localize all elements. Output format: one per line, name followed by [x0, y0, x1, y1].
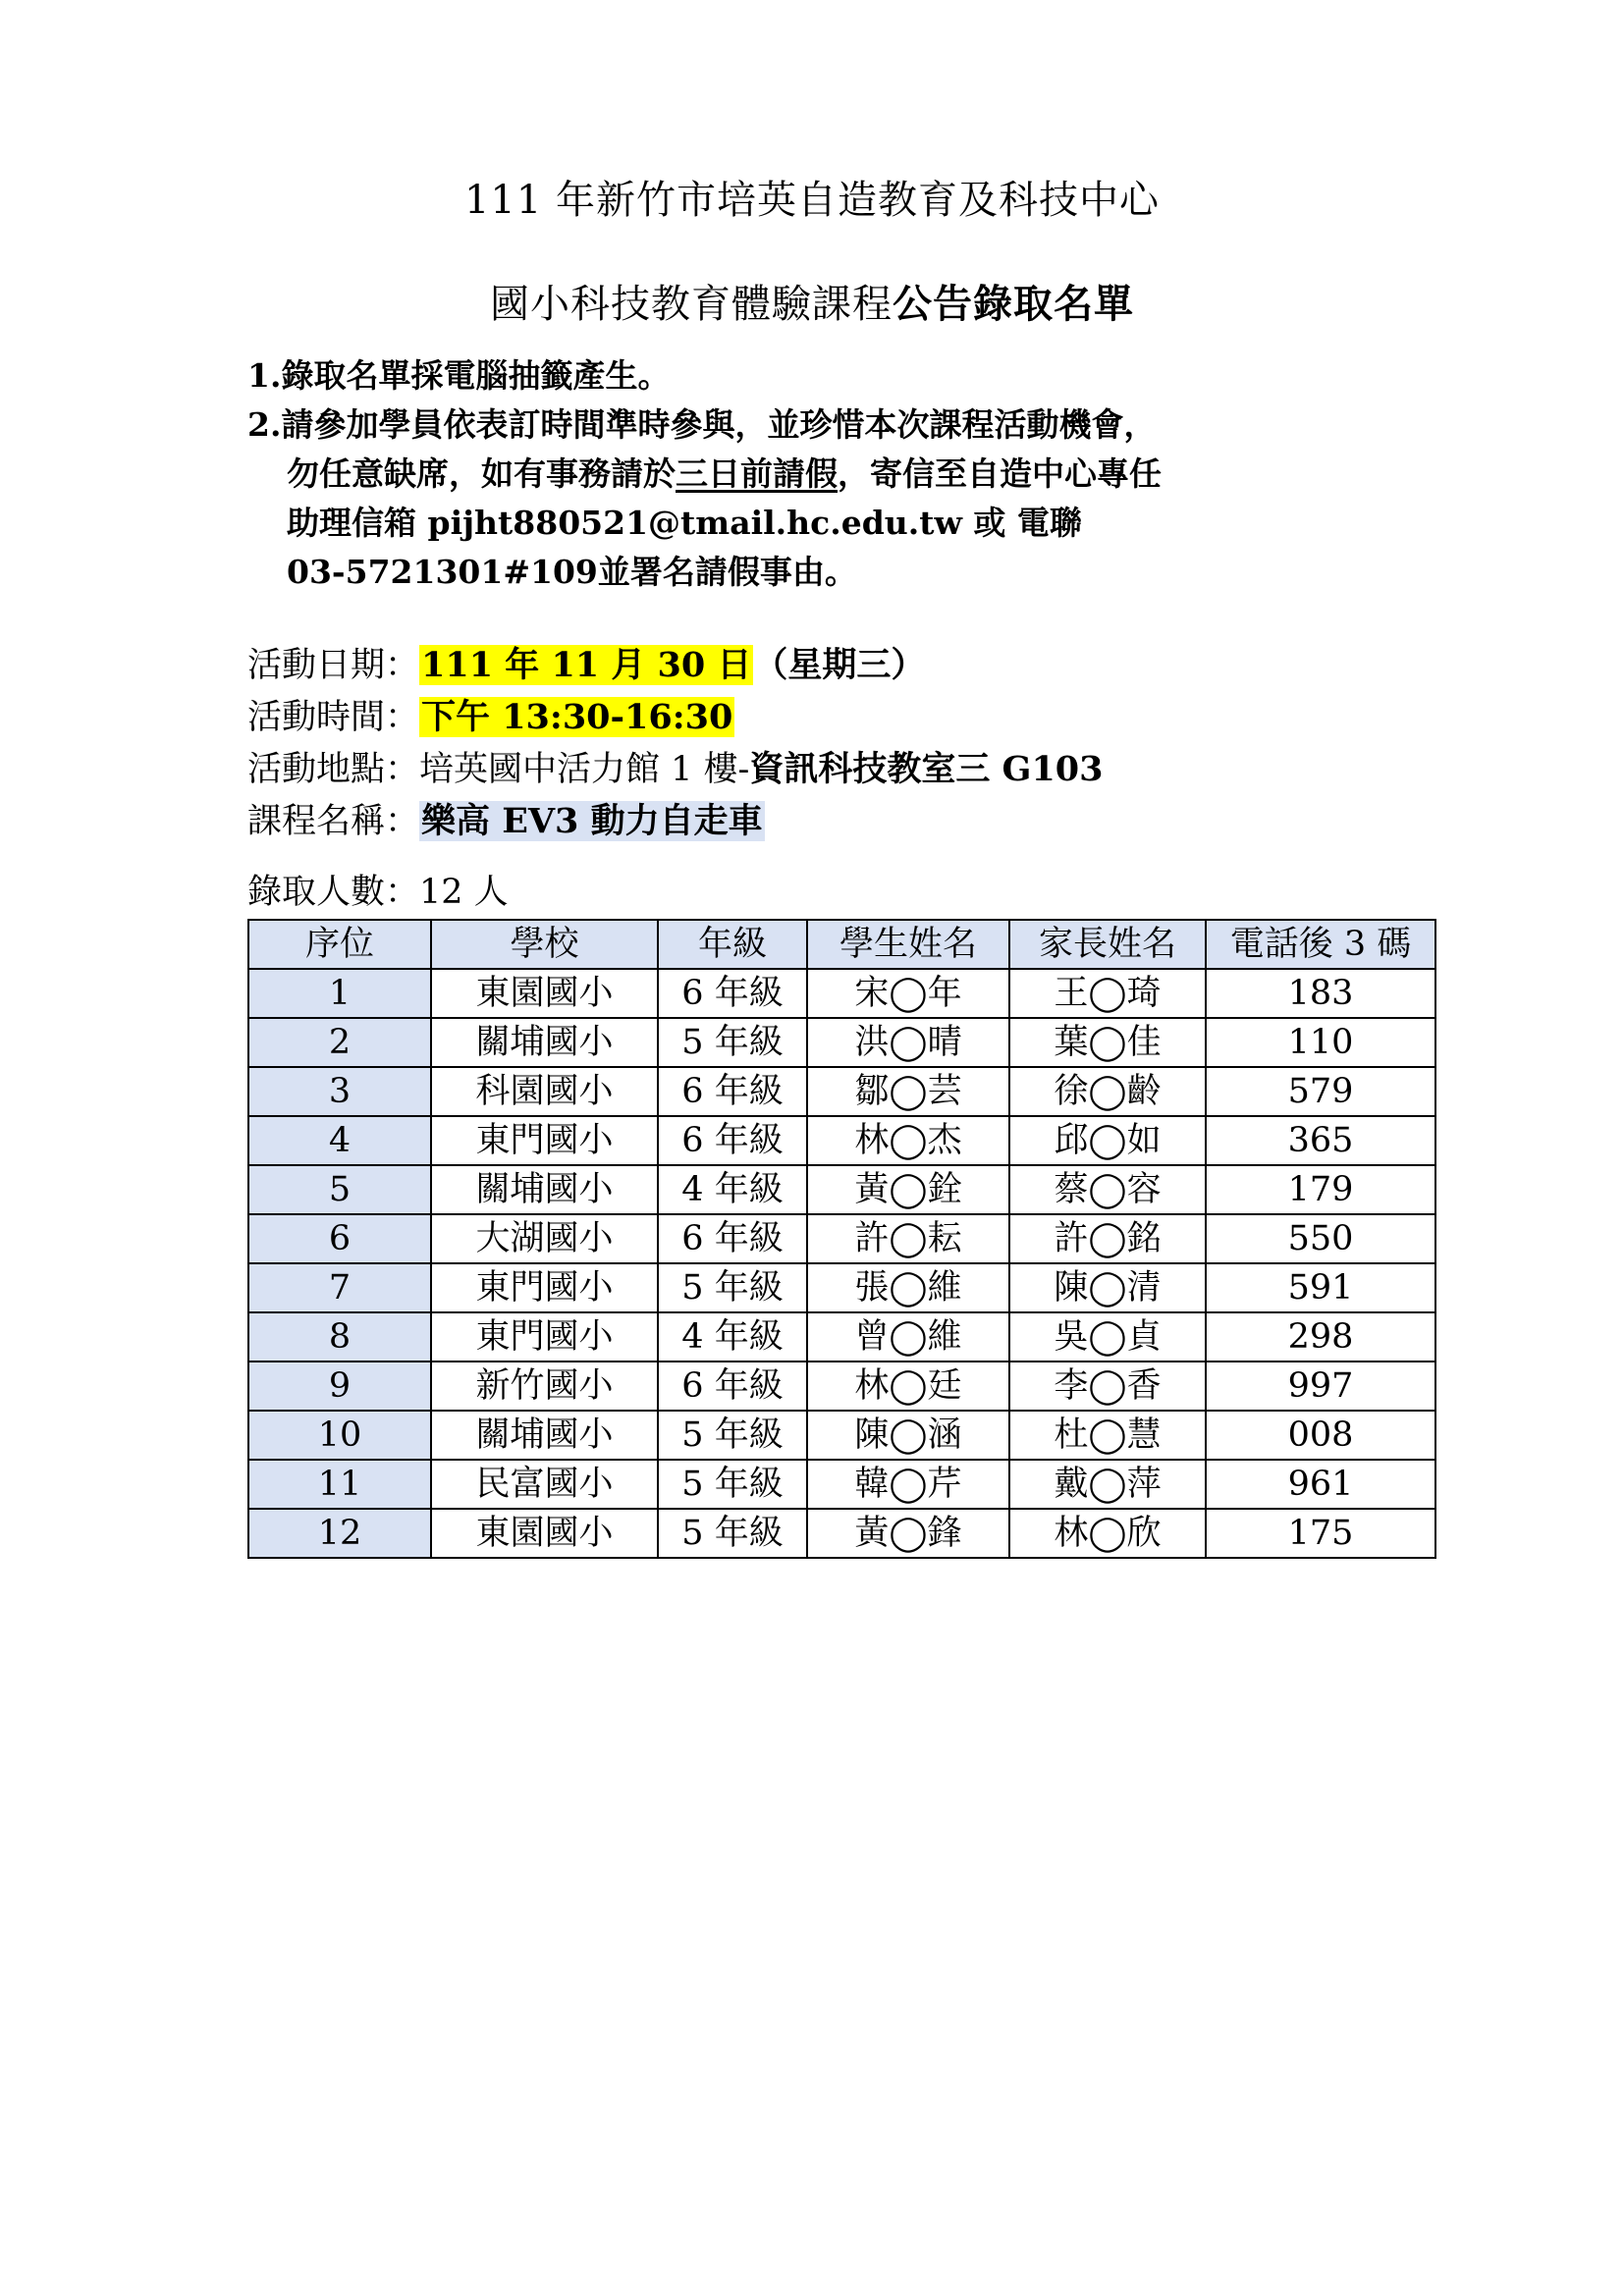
table-row: [248, 1165, 1435, 1214]
cell-grade: 4 年級: [658, 1165, 807, 1214]
cell-grade: 6 年級: [658, 1362, 807, 1411]
event-place-row: [247, 745, 1104, 794]
table-header-row: [248, 920, 1435, 969]
cell-phone: 179: [1206, 1165, 1435, 1214]
cell-parent: 林◯欣: [1009, 1509, 1206, 1558]
note-1: 1.錄取名單採電腦抽籤產生。: [247, 356, 671, 395]
cell-phone: 175: [1206, 1509, 1435, 1558]
cell-parent: 吳◯貞: [1009, 1312, 1206, 1362]
cell-grade: 5 年級: [658, 1018, 807, 1067]
cell-phone: 183: [1206, 969, 1435, 1018]
cell-student: 黃◯鋒: [807, 1509, 1009, 1558]
cell-phone: 997: [1206, 1362, 1435, 1411]
cell-student: 宋◯年: [807, 969, 1009, 1018]
admitted-count: 錄取人數：12 人: [247, 873, 509, 912]
cell-grade: 5 年級: [658, 1460, 807, 1509]
note-2-underlined: 三日前請假: [676, 454, 838, 493]
cell-phone: 961: [1206, 1460, 1435, 1509]
header-phone-last3: 電話後 3 碼: [1206, 920, 1435, 969]
cell-grade: 4 年級: [658, 1312, 807, 1362]
note-2-line-2-pre: 勿任意缺席，如有事務請於: [287, 454, 676, 493]
table-row: [248, 1018, 1435, 1067]
cell-student: 林◯杰: [807, 1116, 1009, 1165]
subtitle-normal: 國小科技教育體驗課程: [490, 282, 893, 327]
event-place-normal: 培英國中活力館 1 樓-: [419, 750, 750, 789]
note-2-line-2: [287, 452, 1162, 497]
cell-student: 洪◯晴: [807, 1018, 1009, 1067]
cell-seq: 9: [248, 1362, 431, 1411]
note-2-line-4: 03-5721301#109並署名請假事由。: [287, 553, 857, 591]
header-grade: 年級: [658, 920, 807, 969]
course-name-row: [247, 797, 765, 846]
event-date-weekday: （星期三）: [753, 645, 926, 685]
event-time-row: [247, 693, 734, 742]
event-place-bold: 資訊科技教室三 G103: [749, 749, 1104, 789]
cell-seq: 6: [248, 1214, 431, 1263]
note-2-line-3: 助理信箱 pijht880521@tmail.hc.edu.tw 或 電聯: [287, 504, 1082, 542]
cell-grade: 6 年級: [658, 969, 807, 1018]
table-row: [248, 1312, 1435, 1362]
cell-parent: 蔡◯容: [1009, 1165, 1206, 1214]
cell-school: 東門國小: [431, 1116, 658, 1165]
cell-phone: 298: [1206, 1312, 1435, 1362]
cell-seq: 1: [248, 969, 431, 1018]
cell-school: 東門國小: [431, 1263, 658, 1312]
header-school: 學校: [431, 920, 658, 969]
subtitle-bold: 公告錄取名單: [893, 281, 1134, 327]
cell-school: 東園國小: [431, 1509, 658, 1558]
table-row: [248, 1362, 1435, 1411]
cell-parent: 徐◯齡: [1009, 1067, 1206, 1116]
header-parent-name: 家長姓名: [1009, 920, 1206, 969]
cell-parent: 邱◯如: [1009, 1116, 1206, 1165]
cell-parent: 葉◯佳: [1009, 1018, 1206, 1067]
cell-student: 曾◯維: [807, 1312, 1009, 1362]
document-title: 111 年新竹市培英自造教育及科技中心: [463, 178, 1161, 223]
cell-grade: 5 年級: [658, 1411, 807, 1460]
table-row: [248, 1460, 1435, 1509]
event-date-value: 111 年 11 月 30 日: [421, 645, 752, 685]
cell-student: 林◯廷: [807, 1362, 1009, 1411]
cell-seq: 3: [248, 1067, 431, 1116]
cell-student: 黃◯銓: [807, 1165, 1009, 1214]
cell-seq: 4: [248, 1116, 431, 1165]
event-time-value: 下午 13:30-16:30: [421, 697, 733, 737]
table-row: [248, 1509, 1435, 1558]
cell-school: 關埔國小: [431, 1411, 658, 1460]
cell-phone: 591: [1206, 1263, 1435, 1312]
cell-seq: 12: [248, 1509, 431, 1558]
cell-student: 陳◯涵: [807, 1411, 1009, 1460]
table-row: [248, 1067, 1435, 1116]
cell-seq: 11: [248, 1460, 431, 1509]
cell-student: 鄒◯芸: [807, 1067, 1009, 1116]
cell-phone: 550: [1206, 1214, 1435, 1263]
admission-table: [247, 919, 1436, 1559]
cell-seq: 5: [248, 1165, 431, 1214]
cell-school: 關埔國小: [431, 1018, 658, 1067]
table-row: [248, 1116, 1435, 1165]
cell-student: 許◯耘: [807, 1214, 1009, 1263]
cell-seq: 2: [248, 1018, 431, 1067]
table-row: [248, 1411, 1435, 1460]
course-name-label: 課程名稱：: [247, 802, 420, 841]
cell-grade: 6 年級: [658, 1214, 807, 1263]
event-place-label: 活動地點：: [247, 750, 420, 789]
cell-school: 東門國小: [431, 1312, 658, 1362]
cell-student: 張◯維: [807, 1263, 1009, 1312]
event-time-label: 活動時間：: [247, 698, 420, 737]
cell-seq: 10: [248, 1411, 431, 1460]
cell-parent: 許◯銘: [1009, 1214, 1206, 1263]
cell-parent: 王◯琦: [1009, 969, 1206, 1018]
cell-parent: 李◯香: [1009, 1362, 1206, 1411]
event-date-label: 活動日期：: [247, 646, 420, 685]
cell-grade: 5 年級: [658, 1263, 807, 1312]
cell-school: 關埔國小: [431, 1165, 658, 1214]
cell-seq: 8: [248, 1312, 431, 1362]
event-date-row: [247, 641, 925, 690]
cell-seq: 7: [248, 1263, 431, 1312]
table-row: [248, 969, 1435, 1018]
cell-school: 新竹國小: [431, 1362, 658, 1411]
cell-phone: 008: [1206, 1411, 1435, 1460]
table-row: [248, 1214, 1435, 1263]
cell-grade: 6 年級: [658, 1067, 807, 1116]
cell-school: 民富國小: [431, 1460, 658, 1509]
cell-parent: 陳◯清: [1009, 1263, 1206, 1312]
note-2-line-2-post: ，寄信至自造中心專任: [838, 454, 1162, 493]
cell-phone: 579: [1206, 1067, 1435, 1116]
course-name-value: 樂高 EV3 動力自走車: [421, 801, 763, 841]
cell-grade: 6 年級: [658, 1116, 807, 1165]
cell-parent: 戴◯萍: [1009, 1460, 1206, 1509]
cell-phone: 110: [1206, 1018, 1435, 1067]
cell-school: 大湖國小: [431, 1214, 658, 1263]
header-seq: 序位: [248, 920, 431, 969]
cell-parent: 杜◯慧: [1009, 1411, 1206, 1460]
cell-student: 韓◯芹: [807, 1460, 1009, 1509]
document-subtitle: [0, 277, 1624, 332]
table-row: [248, 1263, 1435, 1312]
cell-school: 科園國小: [431, 1067, 658, 1116]
note-2-line-1: 2.請參加學員依表訂時間準時參與，並珍惜本次課程活動機會，: [247, 405, 1157, 444]
header-student-name: 學生姓名: [807, 920, 1009, 969]
cell-phone: 365: [1206, 1116, 1435, 1165]
cell-grade: 5 年級: [658, 1509, 807, 1558]
cell-school: 東園國小: [431, 969, 658, 1018]
